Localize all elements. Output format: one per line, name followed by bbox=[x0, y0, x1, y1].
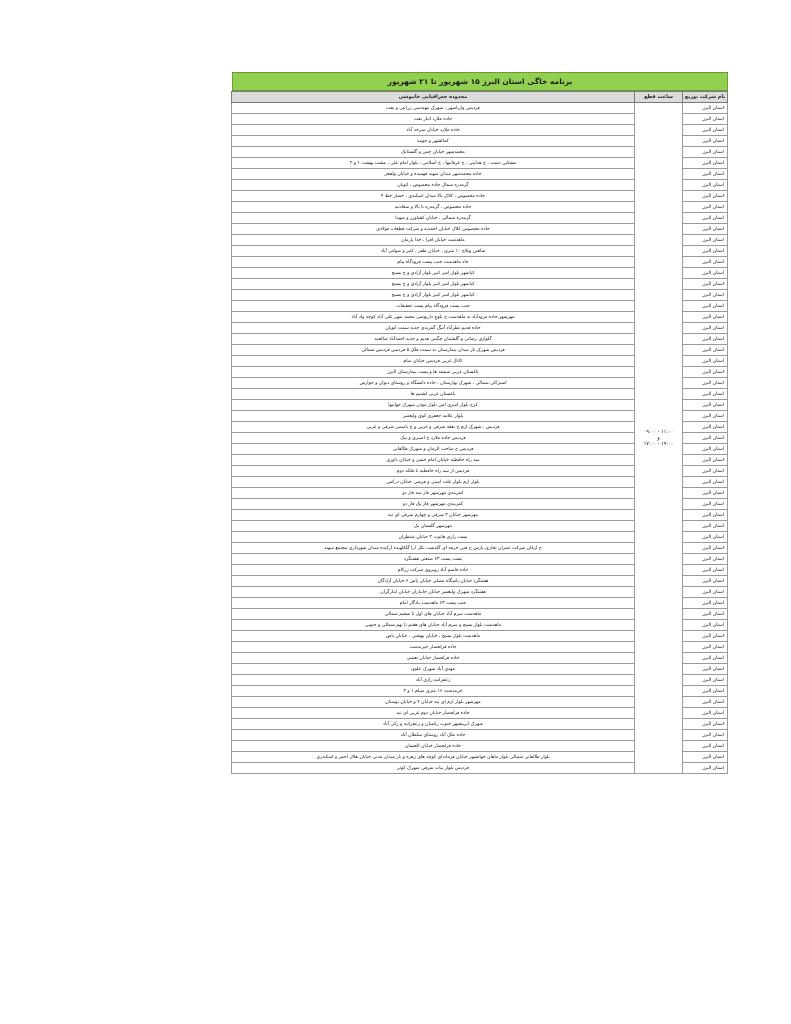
area-cell: مهرشهر گلستان یک bbox=[232, 521, 635, 532]
area-cell: خرمدشت ۱۶ متری صیام ۱ و ۲ bbox=[232, 686, 635, 697]
area-cell: کمربندی مهرشهر فاز یک فاز دو bbox=[232, 499, 635, 510]
company-cell: استان البرز bbox=[683, 180, 728, 191]
area-cell: ماهدشت بلوار بسیج و سرم آباد خیابان های هفتم تا نهم شمالی و جنوبی bbox=[232, 620, 635, 631]
area-cell: فردیس جاده ملارد خ اصیری و بیک bbox=[232, 433, 635, 444]
company-cell: استان البرز bbox=[683, 235, 728, 246]
company-cell: استان البرز bbox=[683, 323, 728, 334]
company-cell: استان البرز bbox=[683, 444, 728, 455]
company-cell: استان البرز bbox=[683, 543, 728, 554]
company-cell: استان البرز bbox=[683, 290, 728, 301]
area-cell: کیانمهر بلوار امیر کبیر بلوار آزادی و خ بسیج bbox=[232, 268, 635, 279]
page-title: برنامه خاگی استان البرز ۱۵ شهریور تا ۲۱ شهریور bbox=[232, 72, 728, 91]
company-cell: استان البرز bbox=[683, 334, 728, 345]
company-cell: استان البرز bbox=[683, 367, 728, 378]
area-cell: فردیس از سه راه حافظیه تا فلکه دوم bbox=[232, 466, 635, 477]
company-cell: استان البرز bbox=[683, 389, 728, 400]
schedule-sheet bbox=[232, 72, 728, 774]
area-cell: جاده قزلحصار خیابان نعمتی bbox=[232, 653, 635, 664]
company-cell: استان البرز bbox=[683, 510, 728, 521]
company-cell: استان البرز bbox=[683, 136, 728, 147]
company-cell: استان البرز bbox=[683, 664, 728, 675]
company-cell: استان البرز bbox=[683, 125, 728, 136]
header-company: نام شرکت توزیع bbox=[683, 92, 728, 103]
company-cell: استان البرز bbox=[683, 356, 728, 367]
area-cell: محمدشهر خیابان چمن و گلستانک bbox=[232, 147, 635, 158]
company-cell: استان البرز bbox=[683, 763, 728, 774]
company-cell: استان البرز bbox=[683, 257, 728, 268]
area-cell: کیانمهر بلوار امیر کبیر بلوار آزادی و خ بسیج bbox=[232, 290, 635, 301]
area-cell: گلوازی رضائی و گلشتیان چگینی قدیم و جدید احمدآباد صالحیه bbox=[232, 334, 635, 345]
area-cell: جاده قزلحصار خیرندشت bbox=[232, 642, 635, 653]
area-cell: جاده ملک آباد روستای سلطان آباد bbox=[232, 730, 635, 741]
company-cell: استان البرز bbox=[683, 609, 728, 620]
area-cell: سه راه حافظیه خیابان امام حسن و خیابان داوری bbox=[232, 455, 635, 466]
area-cell: جنب پست فرودگاه پیام پست تحقیقات bbox=[232, 301, 635, 312]
area-cell: فردیس شهرک ناز میدان بیمارستان به سمت فلک ۵ فردیس فردیس شمالی bbox=[232, 345, 635, 356]
area-cell: شاهین ویلاج ۱۰ متری ، خیابان ظفر ، کثیر و صولتی آباد bbox=[232, 246, 635, 257]
area-cell: کرج بلوار امیزی امی بلوار موذن شهرک جهانیها bbox=[232, 400, 635, 411]
company-cell: استان البرز bbox=[683, 433, 728, 444]
company-cell: استان البرز bbox=[683, 752, 728, 763]
company-cell: استان البرز bbox=[683, 488, 728, 499]
company-cell: استان البرز bbox=[683, 598, 728, 609]
company-cell: استان البرز bbox=[683, 741, 728, 752]
company-cell: استان البرز bbox=[683, 169, 728, 180]
outage-table bbox=[231, 91, 728, 774]
header-time: ساعت قطع bbox=[635, 92, 683, 103]
area-cell: باغستان غربی شیشه ها و پست بیمارستان البرز bbox=[232, 367, 635, 378]
company-cell: استان البرز bbox=[683, 653, 728, 664]
company-cell: استان البرز bbox=[683, 708, 728, 719]
company-cell: استان البرز bbox=[683, 686, 728, 697]
area-cell: باغستان غربی لشتیم ها bbox=[232, 389, 635, 400]
area-cell: جنب پست ۶۳ ماهدشت یادگار امام bbox=[232, 598, 635, 609]
company-cell: استان البرز bbox=[683, 730, 728, 741]
area-cell: ماهدشت بلوار بسیج ، خیابان بهشتی ، خیابان یاس bbox=[232, 631, 635, 642]
area-cell: فردیس بلوار بیات شرقی شهرک کوثر bbox=[232, 763, 635, 774]
company-cell: استان البرز bbox=[683, 642, 728, 653]
area-cell: مشکین دشت ، خ هدایتی ، خ غرقابیها ، خ اسلامی ، بلوار امام علی ، مشت بهشت ۱ و ۲ bbox=[232, 158, 635, 169]
company-cell: استان البرز bbox=[683, 191, 728, 202]
area-cell: فردیس وارباشهر ، شهرک مهندسی زراعی و نفت bbox=[232, 103, 635, 114]
table-header-row bbox=[232, 92, 728, 103]
company-cell: استان البرز bbox=[683, 158, 728, 169]
area-cell: بلوار ارم بلوار علت امینی و فرشی خیابان درکس bbox=[232, 477, 635, 488]
area-cell: هشتگرد خیابان پاسگاه مصلی خیابان پاس ۶ خیابان آزادگان bbox=[232, 576, 635, 587]
area-cell: بلوار طالقانی شمالی بلوار ماهان جهانشهر خیابان فرماندای کوچه های زهره و باز میدان مدنی خیابان هلال احمر و اسکندری bbox=[232, 752, 635, 763]
company-cell: استان البرز bbox=[683, 620, 728, 631]
company-cell: استان البرز bbox=[683, 499, 728, 510]
company-cell: استان البرز bbox=[683, 521, 728, 532]
company-cell: استان البرز bbox=[683, 554, 728, 565]
company-cell: استان البرز bbox=[683, 400, 728, 411]
company-cell: استان البرز bbox=[683, 213, 728, 224]
area-cell: جاده مخصوص ، کلاک بالا میدان اسکندی ، حصار خط ۴ bbox=[232, 191, 635, 202]
area-cell: فردیس ، شهرک ارم خ بقعه شرقی و غربی و خ یاسمن شرقی و غربی bbox=[232, 422, 635, 433]
area-cell: کانال غربی فردیس خیابان سام bbox=[232, 356, 635, 367]
area-cell: جاده قاسم آباد روبروی شرکت زرکام bbox=[232, 565, 635, 576]
company-cell: استان البرز bbox=[683, 631, 728, 642]
area-cell: زعفرانیه رازی آباد bbox=[232, 675, 635, 686]
area-cell: مهرشهر بلوار ارم ای تیه خیابان ۴ و خیابان بوستان bbox=[232, 697, 635, 708]
area-cell: جاده محمدشهر میدان شهید فهمیده و خیابان ولفجر bbox=[232, 169, 635, 180]
area-cell: ماهدشت خیابان افرا ، خدا پارمان bbox=[232, 235, 635, 246]
company-cell: استان البرز bbox=[683, 697, 728, 708]
area-cell: جاده قدیم نظرآباد آتیگ گمرندی جدید سمت اتوبان bbox=[232, 323, 635, 334]
company-cell: استان البرز bbox=[683, 224, 728, 235]
company-cell: استان البرز bbox=[683, 279, 728, 290]
outage-time-line1: ۰۹:۰۰ - ۱۱:۰۰ bbox=[643, 429, 674, 435]
company-cell: استان البرز bbox=[683, 147, 728, 158]
company-cell: استان البرز bbox=[683, 719, 728, 730]
area-cell: گرمدره شمال جاده مخصوص ، اتوبان bbox=[232, 180, 635, 191]
area-cell: مهدی آباد شهرک علوی bbox=[232, 664, 635, 675]
outage-time-cell bbox=[635, 103, 683, 774]
area-cell: مهرشهر خیابان ۳ شرقی و چهارم شرقی ای تیه bbox=[232, 510, 635, 521]
company-cell: استان البرز bbox=[683, 103, 728, 114]
company-cell: استان البرز bbox=[683, 202, 728, 213]
area-cell: مهرشهر جاده مرودآباد به ماهدشت خ بلوچ داریوشی محمد شهر علی آباد کوچه واد آباد bbox=[232, 312, 635, 323]
company-cell: استان البرز bbox=[683, 378, 728, 389]
outage-time-line2: و bbox=[657, 435, 660, 441]
area-cell: جاده مخصوص ، گرمدره تا بالا و سعادتیه bbox=[232, 202, 635, 213]
area-cell: جاده ملارد خیابان سرحد آباد bbox=[232, 125, 635, 136]
company-cell: استان البرز bbox=[683, 477, 728, 488]
area-cell: جاده ملارد انبار نفت bbox=[232, 114, 635, 125]
company-cell: استان البرز bbox=[683, 466, 728, 477]
company-cell: استان البرز bbox=[683, 455, 728, 466]
area-cell: فردیس خ صاحب الزمان و شهرک طالقانی bbox=[232, 444, 635, 455]
company-cell: استان البرز bbox=[683, 587, 728, 598]
area-cell: بلوار علامه جعفری کوی ولیعصر bbox=[232, 411, 635, 422]
area-cell: پست رازی هانوت ۲ خیابان منتظران bbox=[232, 532, 635, 543]
company-cell: استان البرز bbox=[683, 312, 728, 323]
header-area: محدوده جغرافیایی خاموشی bbox=[232, 92, 635, 103]
area-cell: خ ارغان شرکت عمران تجاری پارس خ فنی حرفه ای گلدشت نکل ارا گلکلهیده ارکیده میدان شهرداری مجتمع سهند bbox=[232, 543, 635, 554]
area-cell: جاد ماهدشت جنب پست فرودگاه پیام bbox=[232, 257, 635, 268]
area-cell: گرمدره شمالی ، خیابان کشاورز و شهدا bbox=[232, 213, 635, 224]
area-cell: جاده قزلحصار خیابان الحسان bbox=[232, 741, 635, 752]
area-cell: کیانمهر بلوار امیر کبیر بلوار آزادی و خ بسیج bbox=[232, 279, 635, 290]
company-cell: استان البرز bbox=[683, 301, 728, 312]
area-cell: شهرک ایرینشهر جنوب راضیان و زعفرانیه و زکی آباد bbox=[232, 719, 635, 730]
company-cell: استان البرز bbox=[683, 422, 728, 433]
company-cell: استان البرز bbox=[683, 411, 728, 422]
company-cell: استان البرز bbox=[683, 532, 728, 543]
area-cell: ماهدشت سرم آباد خیابان های اول تا ششم شمالی bbox=[232, 609, 635, 620]
company-cell: استان البرز bbox=[683, 268, 728, 279]
area-cell: پشت پست ۶۳ صنعتی هشتگرد bbox=[232, 554, 635, 565]
area-cell: جاده مخصوص کلاک خیابان احمدیه و شرکت قطعات فولادی bbox=[232, 224, 635, 235]
table-row bbox=[232, 103, 728, 114]
area-cell: اشتراکی شمالی ، شهرک بهارستان ، جاده دانشگاه و روستای دیوان و خوارس bbox=[232, 378, 635, 389]
area-cell: هشتگرد شهرک ولیعصر خیابان جانبازان خیابان ایثارگران bbox=[232, 587, 635, 598]
company-cell: استان البرز bbox=[683, 565, 728, 576]
company-cell: استان البرز bbox=[683, 114, 728, 125]
area-cell: جاده قزلحصار خیابان دوم غربی ای تیه bbox=[232, 708, 635, 719]
area-cell: کمربندی مهرشهر فاز سه فاز دو bbox=[232, 488, 635, 499]
company-cell: استان البرز bbox=[683, 345, 728, 356]
company-cell: استان البرز bbox=[683, 675, 728, 686]
outage-time-line3: ۱۷:۰۰ - ۱۹:۰۰ bbox=[643, 441, 674, 447]
company-cell: استان البرز bbox=[683, 576, 728, 587]
company-cell: استان البرز bbox=[683, 246, 728, 257]
area-cell: کمالشهر و حومه bbox=[232, 136, 635, 147]
